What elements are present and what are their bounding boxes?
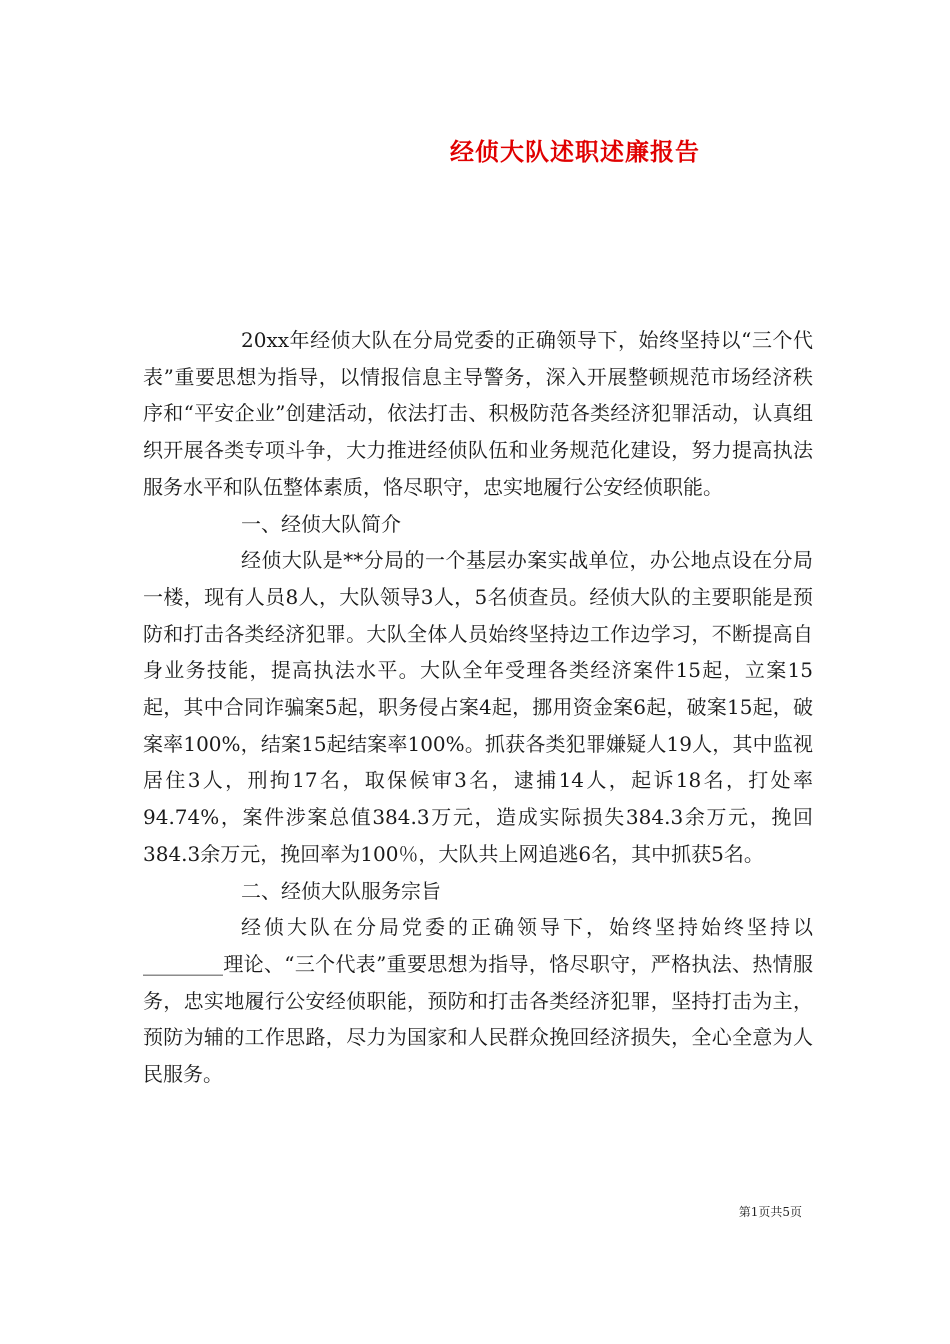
section-1-paragraph: 经侦大队是**分局的一个基层办案实战单位，办公地点设在分局一楼，现有人员8人，大队领导3人，5名侦查员。经侦大队的主要职能是预防和打击各类经济犯罪。大队全体人员始终坚持边工作边学习，不断提高自身业务技能，提高执法水平。大队全年受理各类经济案件15起，立案15起，其中合同诈骗案5起，职务侵占案4起，挪用资金案6起，破案15起，破案率100%，结案15起结案率100%。抓获各类犯罪嫌疑人19人，其中监视居住3人，刑拘17名，取保候审3名，逮捕14人，起诉18名，打处率94.74%，案件涉案总值384.3万元，造成实际损失384.3余万元，挽回384.3余万元，挽回率为100％，大队共上网追逃6名，其中抓获5名。 bbox=[143, 548, 813, 866]
section-2-paragraph: 经侦大队在分局党委的正确领导下，始终坚持始终坚持以________理论、“三个代表”重要思想为指导，恪尽职守，严格执法、热情服务，忠实地履行公安经侦职能，预防和打击各类经济犯罪，坚持打击为主，预防为辅的工作思路，尽力为国家和人民群众挽回经济损失，全心全意为人民服务。 bbox=[143, 915, 813, 1087]
section-heading-2: 二、经侦大队服务宗旨 bbox=[241, 878, 441, 903]
page-number-footer: 第1页共5页 bbox=[738, 1205, 802, 1219]
document-body bbox=[143, 322, 813, 1093]
intro-paragraph: 20xx年经侦大队在分局党委的正确领导下，始终坚持以“三个代表”重要思想为指导，以情报信息主导警务，深入开展整顿规范市场经济秩序和“平安企业”创建活动，依法打击、积极防范各类经济犯罪活动，认真组织开展各类专项斗争，大力推进经侦队伍和业务规范化建设，努力提高执法服务水平和队伍整体素质，恪尽职守，忠实地履行公安经侦职能。 bbox=[143, 328, 813, 499]
section-heading-1: 一、经侦大队简介 bbox=[241, 511, 401, 536]
document-title: 经侦大队述职述廉报告 bbox=[450, 137, 700, 166]
